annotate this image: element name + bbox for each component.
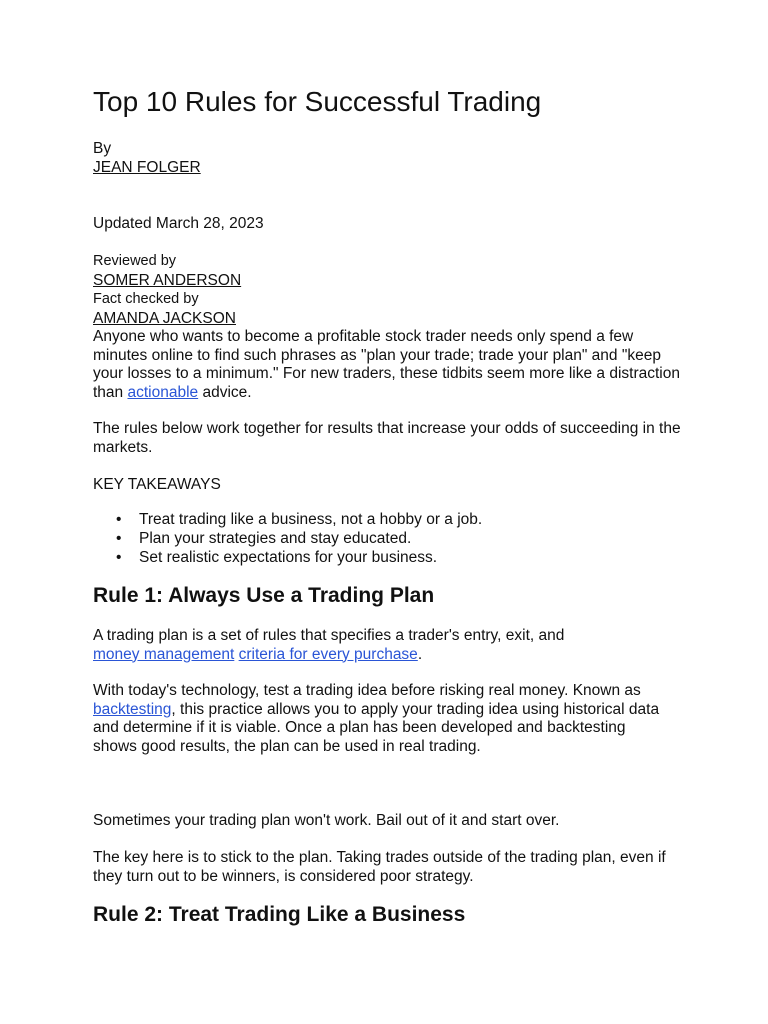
criteria-link[interactable]: criteria for every purchase — [238, 645, 418, 663]
fact-checker-link[interactable]: AMANDA JACKSON — [93, 310, 236, 327]
rule2-heading: Rule 2: Treat Trading Like a Business — [93, 903, 466, 926]
article-title: Top 10 Rules for Successful Trading — [93, 86, 542, 117]
bullet-icon: • — [116, 549, 122, 566]
rule1-paragraph-1 — [93, 627, 613, 664]
list-item — [93, 548, 482, 567]
rules-intro-paragraph: The rules below work together for results that increase your odds of succeeding in the markets. — [93, 420, 681, 456]
list-item — [93, 529, 482, 548]
rule1-p2-text-end: , this practice allows you to apply your trading idea using historical data and determine if it is viable. Once a plan has been developed and backtesting shows good results, the plan can be used in real trading. — [93, 700, 660, 755]
updated-date: Updated March 28, 2023 — [93, 215, 264, 232]
intro-text-end: advice. — [198, 383, 252, 401]
rule1-paragraph-4: The key here is to stick to the plan. Taking trades outside of the trading plan, even if they turn out to be winners, is considered poor strategy. — [93, 849, 666, 885]
rule1-paragraph-3: Sometimes your trading plan won't work. Bail out of it and start over. — [93, 812, 560, 829]
list-item-text: Plan your strategies and stay educated. — [139, 530, 412, 547]
intro-text: Anyone who wants to become a profitable stock trader needs only spend a few minutes online to find such phrases as "plan your trade; trade your plan" and "keep your losses to a minimum." For new traders, these tidbits seem more like a distraction than — [93, 328, 680, 401]
fact-checked-label: Fact checked by — [93, 291, 199, 307]
reviewed-label: Reviewed by — [93, 253, 177, 269]
bullet-icon: • — [116, 511, 122, 528]
rule1-p2-text: With today's technology, test a trading idea before risking real money. Known as — [93, 682, 641, 699]
money-management-link[interactable]: money management — [93, 645, 235, 663]
list-item — [93, 510, 482, 529]
rule1-heading: Rule 1: Always Use a Trading Plan — [93, 584, 435, 607]
rule1-p1-text: A trading plan is a set of rules that specifies a trader's entry, exit, and — [93, 627, 565, 644]
list-item-text: Treat trading like a business, not a hobby or a job. — [139, 511, 483, 528]
bullet-icon: • — [116, 530, 122, 547]
key-takeaways-list — [93, 510, 482, 567]
intro-paragraph — [93, 328, 683, 402]
rule1-p1-end: . — [417, 645, 423, 663]
key-takeaways-heading: KEY TAKEAWAYS — [93, 476, 221, 493]
backtesting-link[interactable]: backtesting — [93, 700, 172, 718]
author-link[interactable]: JEAN FOLGER — [93, 159, 201, 176]
list-item-text: Set realistic expectations for your business. — [139, 549, 438, 566]
rule1-paragraph-2 — [93, 682, 663, 756]
actionable-link[interactable]: actionable — [127, 383, 199, 401]
reviewer-link[interactable]: SOMER ANDERSON — [93, 272, 242, 289]
byline-label: By — [93, 140, 112, 157]
